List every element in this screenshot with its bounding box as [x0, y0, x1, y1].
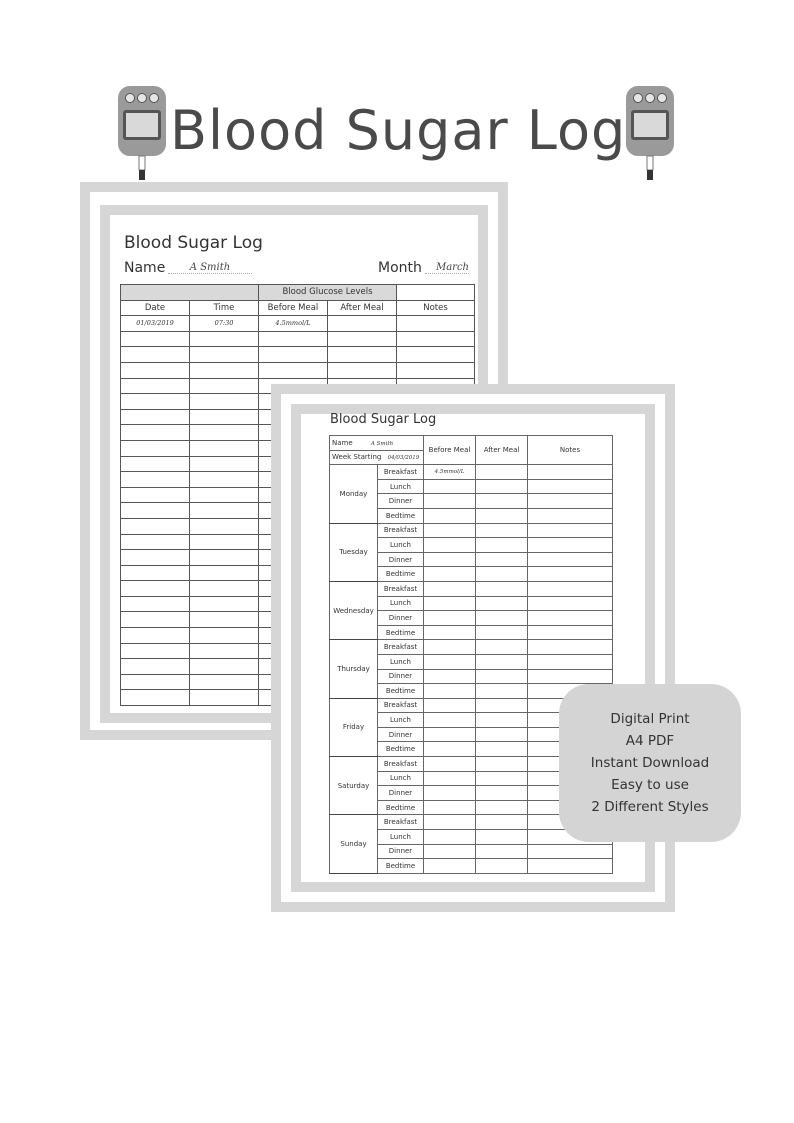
before-meal-cell [424, 581, 476, 596]
notes-cell [528, 596, 613, 611]
before-meal-cell [424, 727, 476, 742]
after-meal-cell [476, 465, 528, 480]
date-cell [121, 534, 190, 550]
notes-cell [528, 523, 613, 538]
notes-cell [528, 640, 613, 655]
time-cell [190, 659, 259, 675]
notes-cell [528, 538, 613, 553]
before-meal-cell [424, 815, 476, 830]
after-meal-cell [476, 508, 528, 523]
name-label: Name [124, 260, 166, 276]
week-starting-label: Week Starting [332, 453, 382, 462]
table-row [121, 331, 475, 347]
after-meal-cell [476, 523, 528, 538]
after-meal-cell [476, 494, 528, 509]
after-meal-cell [476, 771, 528, 786]
before-meal-cell [424, 757, 476, 772]
meal-label: Breakfast [378, 640, 424, 655]
meal-label: Breakfast [378, 581, 424, 596]
column-header-time: Time [190, 300, 259, 316]
after-meal-cell [476, 567, 528, 582]
notes-cell [528, 552, 613, 567]
header-blank-cell [397, 285, 475, 301]
time-cell [190, 596, 259, 612]
time-cell [190, 534, 259, 550]
after-meal-cell [476, 552, 528, 567]
after-meal-cell [476, 698, 528, 713]
before-meal-cell: 4.5mmol/L [259, 316, 328, 332]
meal-label: Lunch [378, 771, 424, 786]
month-value: March [425, 262, 469, 274]
day-label: Wednesday [330, 581, 378, 639]
name-label: Name [332, 438, 353, 447]
date-cell [121, 596, 190, 612]
meal-label: Bedtime [378, 742, 424, 757]
date-cell [121, 378, 190, 394]
time-cell [190, 550, 259, 566]
week-starting-value: 04/03/2019 [387, 455, 420, 462]
notes-cell [528, 654, 613, 669]
after-meal-cell [476, 859, 528, 874]
week-row [330, 450, 424, 465]
style1-title: Blood Sugar Log [124, 233, 263, 253]
month-label: Month [378, 260, 422, 276]
time-cell [190, 581, 259, 597]
date-cell [121, 550, 190, 566]
page-title: Blood Sugar Log [170, 99, 627, 162]
notes-cell [528, 625, 613, 640]
meal-label: Breakfast [378, 465, 424, 480]
meal-label: Breakfast [378, 698, 424, 713]
before-meal-cell [424, 669, 476, 684]
before-meal-cell [424, 640, 476, 655]
meal-label: Bedtime [378, 859, 424, 874]
date-cell [121, 487, 190, 503]
day-label: Friday [330, 698, 378, 756]
time-cell [190, 612, 259, 628]
after-meal-cell [476, 727, 528, 742]
meal-label: Lunch [378, 479, 424, 494]
date-cell [121, 674, 190, 690]
notes-cell [397, 316, 475, 332]
table-row [330, 465, 613, 480]
notes-cell [528, 567, 613, 582]
after-meal-cell [476, 800, 528, 815]
after-meal-cell [476, 538, 528, 553]
date-cell [121, 409, 190, 425]
before-meal-cell [424, 538, 476, 553]
table-row [330, 523, 613, 538]
date-cell [121, 440, 190, 456]
before-meal-cell [424, 786, 476, 801]
table-row [330, 640, 613, 655]
date-cell [121, 362, 190, 378]
time-cell [190, 409, 259, 425]
notes-cell [528, 611, 613, 626]
date-cell [121, 503, 190, 519]
notes-cell [397, 331, 475, 347]
time-cell: 07:30 [190, 316, 259, 332]
day-label: Sunday [330, 815, 378, 873]
style2-title: Blood Sugar Log [330, 412, 437, 427]
notes-cell [528, 844, 613, 859]
time-cell [190, 518, 259, 534]
before-meal-cell [424, 654, 476, 669]
meal-label: Breakfast [378, 815, 424, 830]
before-meal-cell: 4.5mmol/L [424, 465, 476, 480]
date-cell [121, 394, 190, 410]
meal-label: Breakfast [378, 523, 424, 538]
table-row [121, 316, 475, 332]
before-meal-cell [424, 684, 476, 699]
before-meal-cell [424, 596, 476, 611]
after-meal-cell [328, 331, 397, 347]
notes-cell [528, 859, 613, 874]
time-cell [190, 674, 259, 690]
meal-label: Dinner [378, 494, 424, 509]
date-cell [121, 565, 190, 581]
meal-label: Lunch [378, 830, 424, 845]
before-meal-cell [424, 611, 476, 626]
date-cell [121, 347, 190, 363]
badge-line: Digital Print [610, 711, 690, 727]
meal-label: Dinner [378, 786, 424, 801]
after-meal-cell [476, 844, 528, 859]
before-meal-cell [424, 567, 476, 582]
column-header-notes: Notes [397, 300, 475, 316]
after-meal-cell [476, 654, 528, 669]
after-meal-cell [476, 596, 528, 611]
before-meal-cell [424, 844, 476, 859]
features-badge [559, 684, 741, 842]
after-meal-cell [476, 581, 528, 596]
date-cell [121, 472, 190, 488]
after-meal-cell [476, 815, 528, 830]
table-row [121, 362, 475, 378]
table-row [121, 347, 475, 363]
after-meal-cell [476, 786, 528, 801]
after-meal-cell [476, 713, 528, 728]
date-cell [121, 518, 190, 534]
column-header-date: Date [121, 300, 190, 316]
before-meal-cell [424, 552, 476, 567]
before-meal-cell [424, 523, 476, 538]
after-meal-cell [476, 640, 528, 655]
after-meal-cell [476, 757, 528, 772]
meal-label: Dinner [378, 727, 424, 742]
after-meal-cell [476, 684, 528, 699]
time-cell [190, 690, 259, 706]
date-cell [121, 628, 190, 644]
after-meal-cell [328, 347, 397, 363]
day-label: Monday [330, 465, 378, 523]
date-cell [121, 425, 190, 441]
meal-label: Lunch [378, 596, 424, 611]
before-meal-cell [259, 331, 328, 347]
meal-label: Lunch [378, 654, 424, 669]
day-label: Tuesday [330, 523, 378, 581]
badge-line: Instant Download [590, 755, 710, 771]
day-label: Saturday [330, 757, 378, 815]
time-cell [190, 425, 259, 441]
meal-label: Dinner [378, 611, 424, 626]
notes-cell [528, 494, 613, 509]
notes-cell [528, 465, 613, 480]
time-cell [190, 472, 259, 488]
before-meal-cell [424, 771, 476, 786]
time-cell [190, 565, 259, 581]
after-meal-cell [476, 611, 528, 626]
name-row [330, 436, 424, 451]
before-meal-cell [424, 494, 476, 509]
before-meal-cell [424, 713, 476, 728]
meal-label: Bedtime [378, 567, 424, 582]
time-cell [190, 394, 259, 410]
meal-label: Dinner [378, 844, 424, 859]
meal-label: Bedtime [378, 800, 424, 815]
date-cell [121, 581, 190, 597]
column-header-after-meal: After Meal [328, 300, 397, 316]
meal-label: Dinner [378, 669, 424, 684]
glucose-meter-icon [624, 84, 676, 182]
time-cell [190, 487, 259, 503]
date-cell: 01/03/2019 [121, 316, 190, 332]
before-meal-cell [259, 362, 328, 378]
notes-cell [528, 479, 613, 494]
after-meal-cell [476, 625, 528, 640]
time-cell [190, 628, 259, 644]
meal-label: Lunch [378, 538, 424, 553]
time-cell [190, 347, 259, 363]
time-cell [190, 440, 259, 456]
before-meal-cell [424, 508, 476, 523]
column-header-before-meal: Before Meal [259, 300, 328, 316]
date-cell [121, 659, 190, 675]
badge-line: 2 Different Styles [591, 799, 709, 815]
group-header-cell: Blood Glucose Levels [259, 285, 397, 301]
before-meal-cell [424, 830, 476, 845]
time-cell [190, 378, 259, 394]
date-cell [121, 643, 190, 659]
after-meal-cell [476, 479, 528, 494]
time-cell [190, 643, 259, 659]
after-meal-cell [476, 669, 528, 684]
date-cell [121, 612, 190, 628]
date-cell [121, 690, 190, 706]
name-value: A Smith [370, 440, 394, 447]
meal-label: Bedtime [378, 625, 424, 640]
column-header-notes: Notes [528, 436, 613, 465]
after-meal-cell [476, 830, 528, 845]
notes-cell [397, 347, 475, 363]
meal-label: Bedtime [378, 684, 424, 699]
time-cell [190, 503, 259, 519]
header-spacer-cell [121, 285, 259, 301]
notes-cell [397, 362, 475, 378]
notes-cell [528, 581, 613, 596]
glucose-meter-icon [116, 84, 168, 182]
table-row [330, 581, 613, 596]
meal-label: Dinner [378, 552, 424, 567]
badge-line: Easy to use [611, 777, 689, 793]
meal-label: Bedtime [378, 508, 424, 523]
before-meal-cell [424, 479, 476, 494]
after-meal-cell [476, 742, 528, 757]
before-meal-cell [424, 859, 476, 874]
after-meal-cell [328, 362, 397, 378]
meal-label: Lunch [378, 713, 424, 728]
date-cell [121, 456, 190, 472]
day-label: Thursday [330, 640, 378, 698]
time-cell [190, 331, 259, 347]
before-meal-cell [424, 698, 476, 713]
before-meal-cell [424, 742, 476, 757]
column-header-before-meal: Before Meal [424, 436, 476, 465]
notes-cell [528, 508, 613, 523]
time-cell [190, 456, 259, 472]
column-header-after-meal: After Meal [476, 436, 528, 465]
notes-cell [528, 669, 613, 684]
before-meal-cell [424, 800, 476, 815]
time-cell [190, 362, 259, 378]
before-meal-cell [424, 625, 476, 640]
name-value: A Smith [168, 262, 252, 274]
badge-line: A4 PDF [625, 733, 675, 749]
meal-label: Breakfast [378, 757, 424, 772]
after-meal-cell [328, 316, 397, 332]
before-meal-cell [259, 347, 328, 363]
date-cell [121, 331, 190, 347]
